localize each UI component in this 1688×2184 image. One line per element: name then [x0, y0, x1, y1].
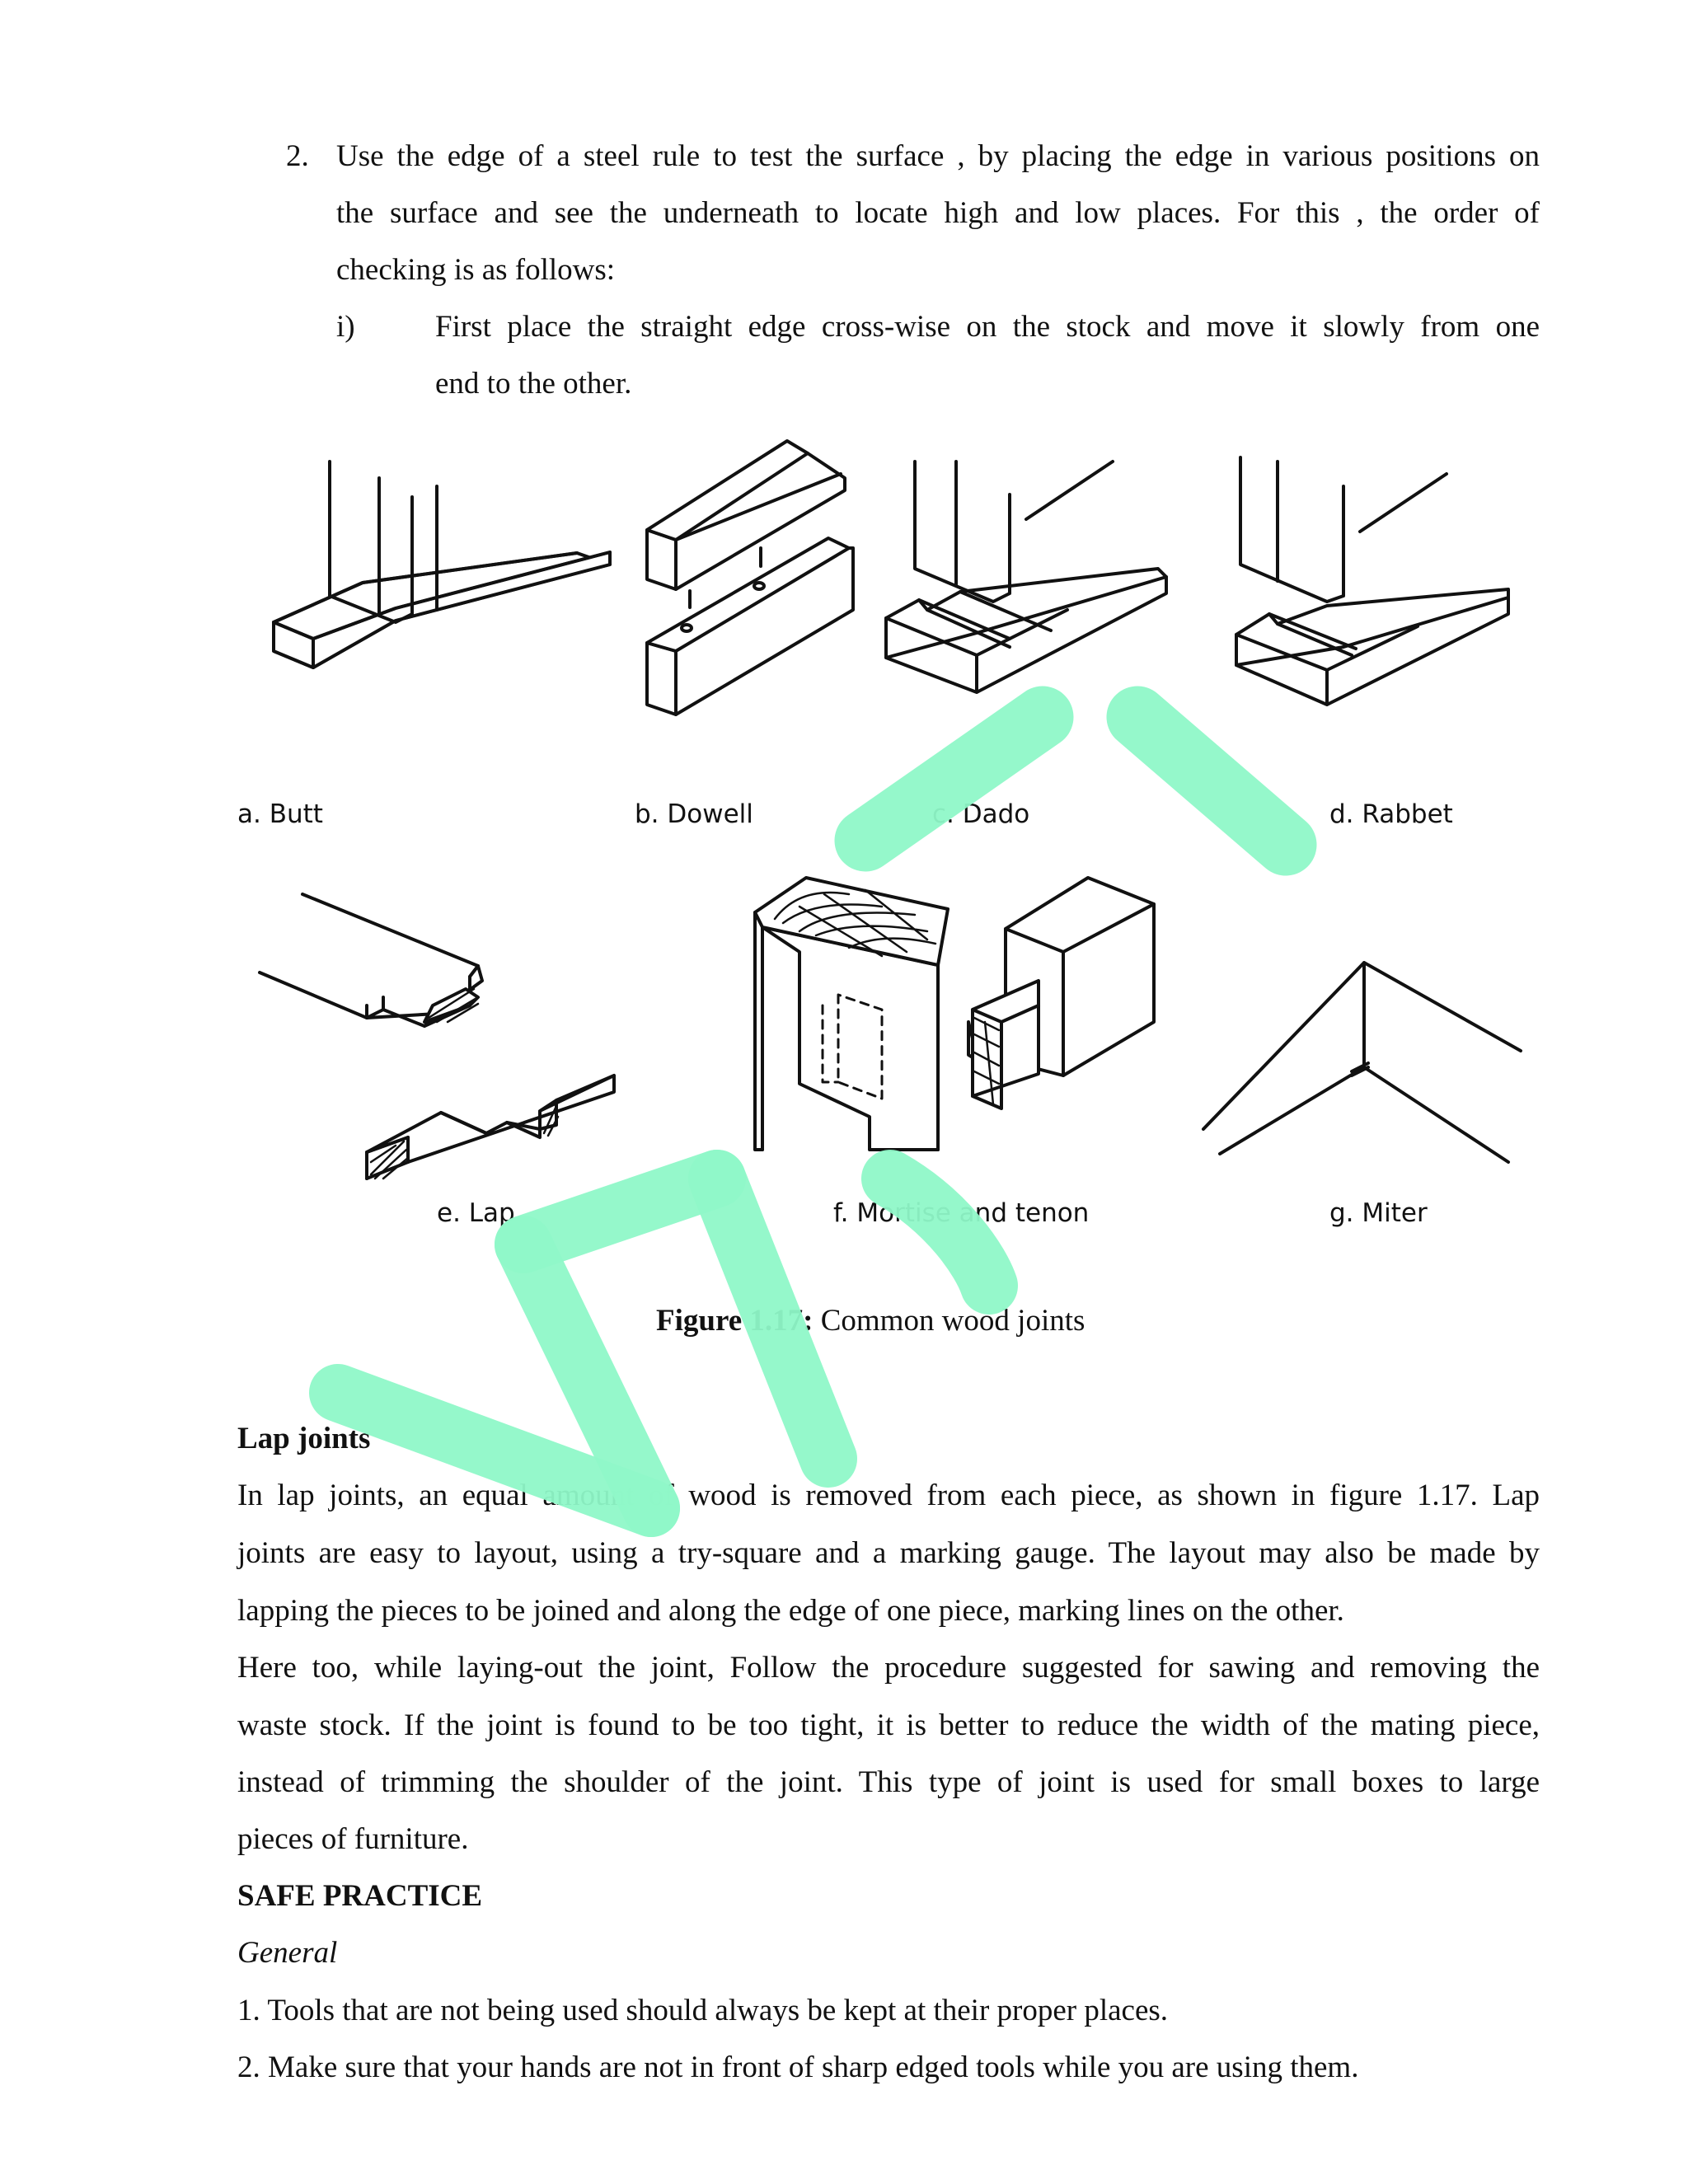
sub-list-marker: i)	[336, 310, 355, 344]
miter-joint-illustration	[1199, 956, 1529, 1170]
caption-mortise-tenon: f. Mortise and tenon	[833, 1198, 1090, 1228]
paragraph-line: joints are easy to layout, using a try-square and a marking gauge. The layout may also be made by	[237, 1536, 1540, 1570]
dado-joint-illustration	[878, 445, 1183, 701]
caption-dowell: b. Dowell	[635, 799, 753, 829]
paragraph-line: In lap joints, an equal amount of wood is removed from each piece, as shown in figure 1.17. Lap	[237, 1479, 1540, 1512]
safety-item: 1. Tools that are not being used should always be kept at their proper places.	[237, 1994, 1169, 2027]
figure-description: Common wood joints	[813, 1304, 1085, 1338]
butt-joint-illustration	[264, 449, 610, 713]
watermark-stroke-m	[523, 1179, 717, 1244]
rabbet-joint-illustration	[1228, 449, 1525, 713]
caption-dado: c. Dado	[932, 799, 1030, 829]
lap-joint-illustration	[251, 890, 631, 1187]
caption-miter: g. Miter	[1329, 1198, 1428, 1228]
caption-butt: a. Butt	[237, 799, 323, 829]
sub-list-line: First place the straight edge cross-wise on the stock and move it slowly from one	[435, 310, 1540, 344]
safety-item: 2. Make sure that your hands are not in front of sharp edged tools while you are using them.	[237, 2050, 1359, 2084]
paragraph-line: waste stock. If the joint is found to be too tight, it is better to reduce the width of the mating piece,	[237, 1708, 1540, 1742]
caption-rabbet: d. Rabbet	[1329, 799, 1453, 829]
paragraph-line: Here too, while laying-out the joint, Follow the procedure suggested for sawing and removing the	[237, 1651, 1540, 1685]
figure-number: Figure 1.17:	[656, 1304, 814, 1338]
paragraph-line: pieces of furniture.	[237, 1822, 469, 1856]
subheading-general: General	[237, 1936, 338, 1970]
intro-line: the surface and see the underneath to locate high and low places. For this , the order of	[336, 196, 1540, 230]
intro-line: checking is as follows:	[336, 253, 616, 287]
intro-line: Use the edge of a steel rule to test the surface , by placing the edge in various positions on	[336, 139, 1540, 173]
paragraph-line: instead of trimming the shoulder of the joint. This type of joint is used for small boxes to large	[237, 1765, 1540, 1799]
caption-lap: e. Lap	[437, 1198, 515, 1228]
watermark-stroke-c	[1137, 717, 1286, 845]
list-number: 2.	[286, 139, 309, 173]
section-heading-lap-joints: Lap joints	[237, 1422, 371, 1455]
dowel-joint-illustration	[639, 433, 886, 713]
section-heading-safe-practice: SAFE PRACTICE	[237, 1879, 483, 1913]
watermark-stroke-j	[890, 1179, 989, 1286]
watermark-stroke-m	[523, 1244, 651, 1508]
mortise-tenon-illustration	[750, 869, 1170, 1150]
sub-list-line: end to the other.	[435, 367, 632, 401]
figure-title	[656, 1303, 1085, 1338]
paragraph-line: lapping the pieces to be joined and along the edge of one piece, marking lines on the other.	[237, 1594, 1344, 1628]
